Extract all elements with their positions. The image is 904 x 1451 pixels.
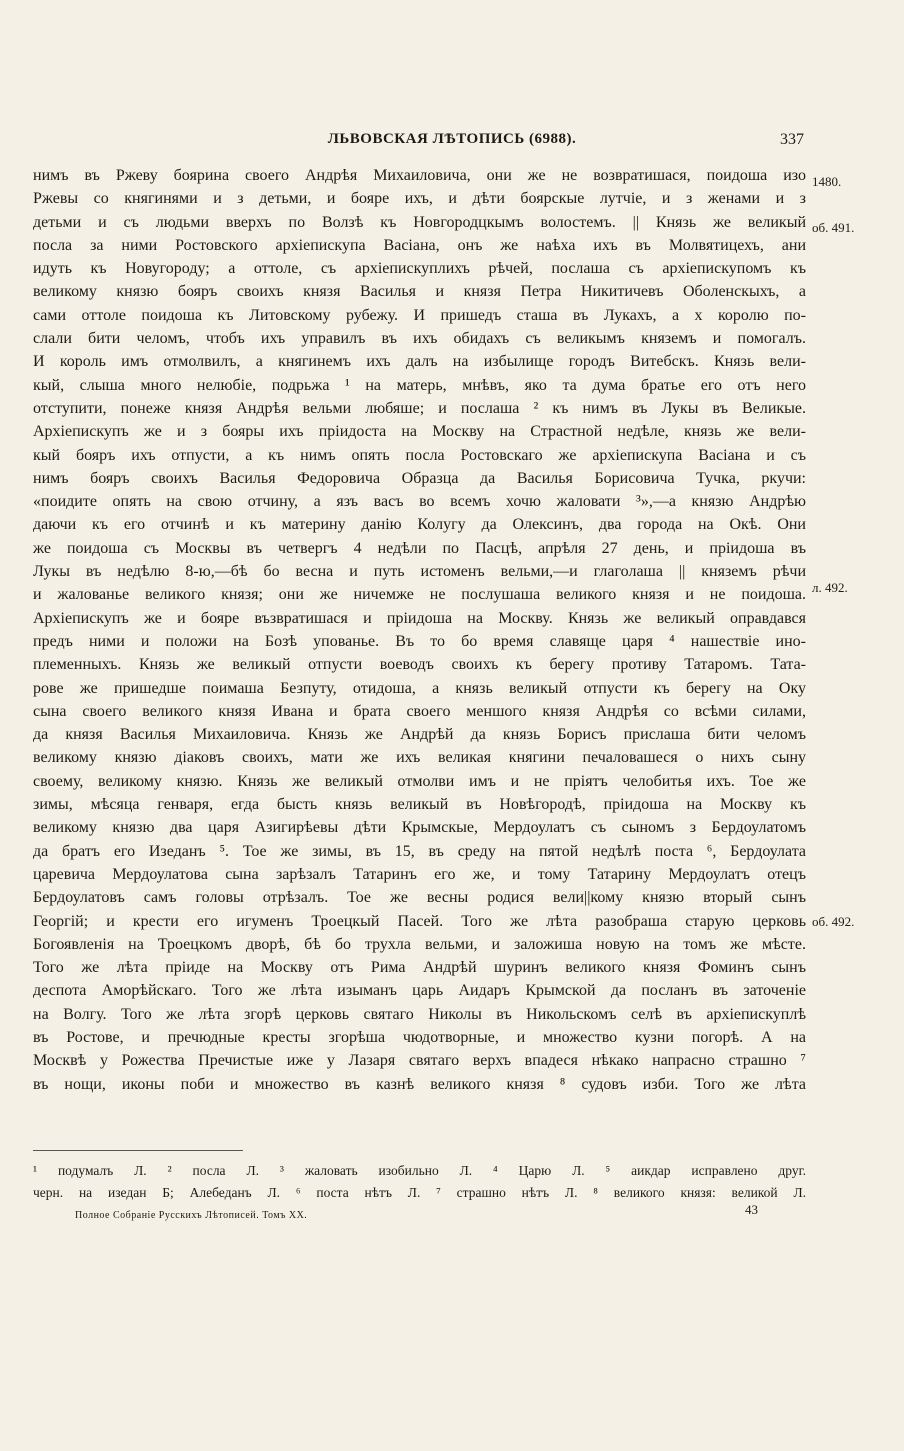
text-line: предъ ними и положи на Бозѣ упованье. Въ то бо время славяще царя ⁴ нашествіе ино-: [33, 632, 806, 650]
text-line: Москвѣ у Рожества Пречистые иже у Лазаря святаго верхъ впадеся нѣкако напрасно страшно ⁷: [33, 1052, 806, 1070]
text-line: «поидите опять на свою отчину, а язъ васъ во всемъ хочю жаловати ³»,—а князю Андрѣю: [33, 493, 806, 511]
text-line: въ нощи, иконы поби и множество въ казнѣ великого князя ⁸ судовъ изби. Того же лѣта: [33, 1075, 806, 1093]
text-line: великому князю два царя Азигирѣевы дѣти Крымскые, Мердоулатъ съ сыномъ з Бердоулатомъ: [33, 819, 806, 837]
text-line: Архіепискупъ же и бояре възвратишася и пріидоша на Москву. Князь же великый оправдався: [33, 609, 806, 627]
text-line: сами оттоле поидоша къ Литовскому рубежу. И пришедъ сташа въ Лукахъ, а х королю по-: [33, 306, 806, 324]
text-line: въ Ростове, и пречюдные кресты згорѣша чюдотворные, и множество кузни погорѣ. А на: [33, 1028, 806, 1046]
text-line: Того же лѣта пріиде на Москву отъ Рима Андрѣй шуринъ великого князя Фоминъ сынъ: [33, 959, 806, 977]
text-line: [33, 1096, 806, 1119]
running-header: ЛЬВОВСКАЯ ЛѢТОПИСЬ (6988).: [327, 131, 577, 147]
margin-note-folio: об. 492.: [812, 914, 855, 929]
margin-note-folio: об. 491.: [812, 220, 855, 235]
text-line: Ржевы со княгинями и з детьми, и бояре ихъ, и дѣти боярскые лутчіе, и з женами и з: [33, 190, 806, 208]
text-line: да братъ его Изеданъ ⁵. Тое же зимы, въ 15, въ среду на пятой недѣлѣ поста ⁶, Бердоулата: [33, 842, 806, 860]
text-line: же поидоша съ Москвы въ четвергъ 4 недѣли по Пасцѣ, апрѣля 27 день, и пріидоша въ: [33, 539, 806, 557]
text-line: зимы, мѣсяца генваря, егда бысть князь великый въ Новѣгородѣ, пріидоша на Москву къ: [33, 796, 806, 814]
footnote-divider: [33, 1150, 243, 1151]
text-line: кый, слыша много нелюбіе, подрьжа ¹ на матерь, мнѣвъ, яко та дума братье его отъ него: [33, 376, 806, 394]
footnote-line: черн. на изедан Б; Алебеданъ Л. ⁶ поста нѣтъ Л. ⁷ страшно нѣтъ Л. ⁸ великого князя: великой Л.: [33, 1185, 806, 1200]
text-line: Богоявленія на Троецкомъ дворѣ, бѣ бо трухла вельми, и заложиша новую на томъ же мѣсте.: [33, 935, 806, 953]
text-line: деспота Аморѣйскаго. Того же лѣта изыманъ царь Аидаръ Крымской да посланъ въ заточеніе: [33, 982, 806, 1000]
printer-signature: 43: [745, 1202, 758, 1217]
text-line: на Волгу. Того же лѣта згорѣ церковь святаго Николы въ Никольскомъ селѣ въ архіепискуплѣ: [33, 1005, 806, 1023]
text-line: нимъ бояръ своихъ Василья Федоровича Образца да Василья Борисовича Тучка, ркучи:: [33, 469, 806, 487]
text-line: племенныхъ. Князь же великый отпусти воеводъ своихъ къ берегу противу Татаромъ. Тата-: [33, 656, 806, 674]
margin-note-year: 1480.: [812, 174, 842, 189]
text-line: царевича Мердоулатова сына зарѣзалъ Татаринъ его же, и тому Татарину Мердоулатъ отецъ: [33, 865, 806, 883]
page-number: 337: [780, 131, 804, 148]
text-line: слали бити челомъ, чтобъ ихъ управилъ въ ихъ обидахъ съ великымъ княземъ и помогалъ.: [33, 330, 806, 348]
text-line: сына своего великого князя Ивана и брата своего меншого князя Андрѣя со всѣми силами,: [33, 702, 806, 720]
footnotes: [33, 1160, 806, 1204]
text-line: великому князю бояръ своихъ князя Василья и князя Петра Никитичевъ Оболенскыхъ, а: [33, 283, 806, 301]
margin-note-folio: л. 492.: [812, 580, 848, 595]
text-line: Бердоулатовъ самъ головы отрѣзалъ. Тое же весны родися вели||кому князю вторый сынъ: [33, 889, 806, 907]
text-line: великому князю діаковъ своихъ, мати же ихъ великая княгини печаловашеся о нихъ сыну: [33, 749, 806, 767]
text-line: нимъ въ Ржеву боярина своего Андрѣя Михаиловича, они же не возвратишася, поидоша изо: [33, 167, 806, 184]
chronicle-text: [33, 164, 806, 1119]
text-line: посла за ними Ростовского архіепискупа Васіана, онъ же наѣха ихъ въ Молвятицехъ, ани: [33, 236, 806, 254]
text-line: да князя Василья Михаиловича. Князь же Андрѣй да князь Борисъ прислаша бити челомъ: [33, 726, 806, 744]
text-line: Георгій; и крести его игуменъ Троецкый Пасей. Того же лѣта разобраша старую церковь: [33, 912, 806, 930]
text-line: кый бояръ ихъ отпусти, а къ нимъ опять посла Ростовскаго же архіепискупа Васіана и съ: [33, 446, 806, 464]
text-line: И король имъ отмолвилъ, а княгинемъ ихъ далъ на избылище городъ Витебскъ. Князь вели-: [33, 353, 806, 371]
text-line: даючи къ его отчинѣ и къ материну данію Колугу да Олексинъ, два города на Окѣ. Они: [33, 516, 806, 534]
footnote-line: ¹ подумалъ Л. ² посла Л. ³ жаловать изобильно Л. ⁴ Царю Л. ⁵ аикдар исправлено друг.: [33, 1163, 806, 1178]
series-title: Полное Собраніе Русскихъ Лѣтописей. Томъ XX.: [75, 1210, 308, 1221]
text-line: и жалованье великого князя; они же ничемже не послушаша великого князя и не поидоша.: [33, 586, 806, 604]
text-line: рове же пришедше поимаша Безпуту, отидоша, а князь великый отпусти къ берегу на Оку: [33, 679, 806, 697]
text-line: своему, великому князю. Князь же великый отмолви имъ и не пріятъ челобитья ихъ. Тое же: [33, 772, 806, 790]
text-line: Лукы въ недѣлю 8-ю,—бѣ бо весна и путь истоменъ вельми,—и глаголаша || княземъ рѣчи: [33, 563, 806, 581]
text-line: Архіепискупъ же и з бояры ихъ пріидоста на Москву на Страстной недѣле, князь же вели-: [33, 423, 806, 441]
text-line: детьми и съ людьми вверхъ по Волзѣ къ Новгородцкымъ волостемъ. || Князь же великый: [33, 213, 806, 231]
text-line: идуть къ Новугороду; а оттоле, съ архіепискуплихъ рѣчей, послаша съ архіепискупомъ къ: [33, 260, 806, 278]
text-line: отступити, понеже князя Андрѣя вельми любяше; и послаша ² къ нимъ въ Лукы въ Великые.: [33, 399, 806, 417]
